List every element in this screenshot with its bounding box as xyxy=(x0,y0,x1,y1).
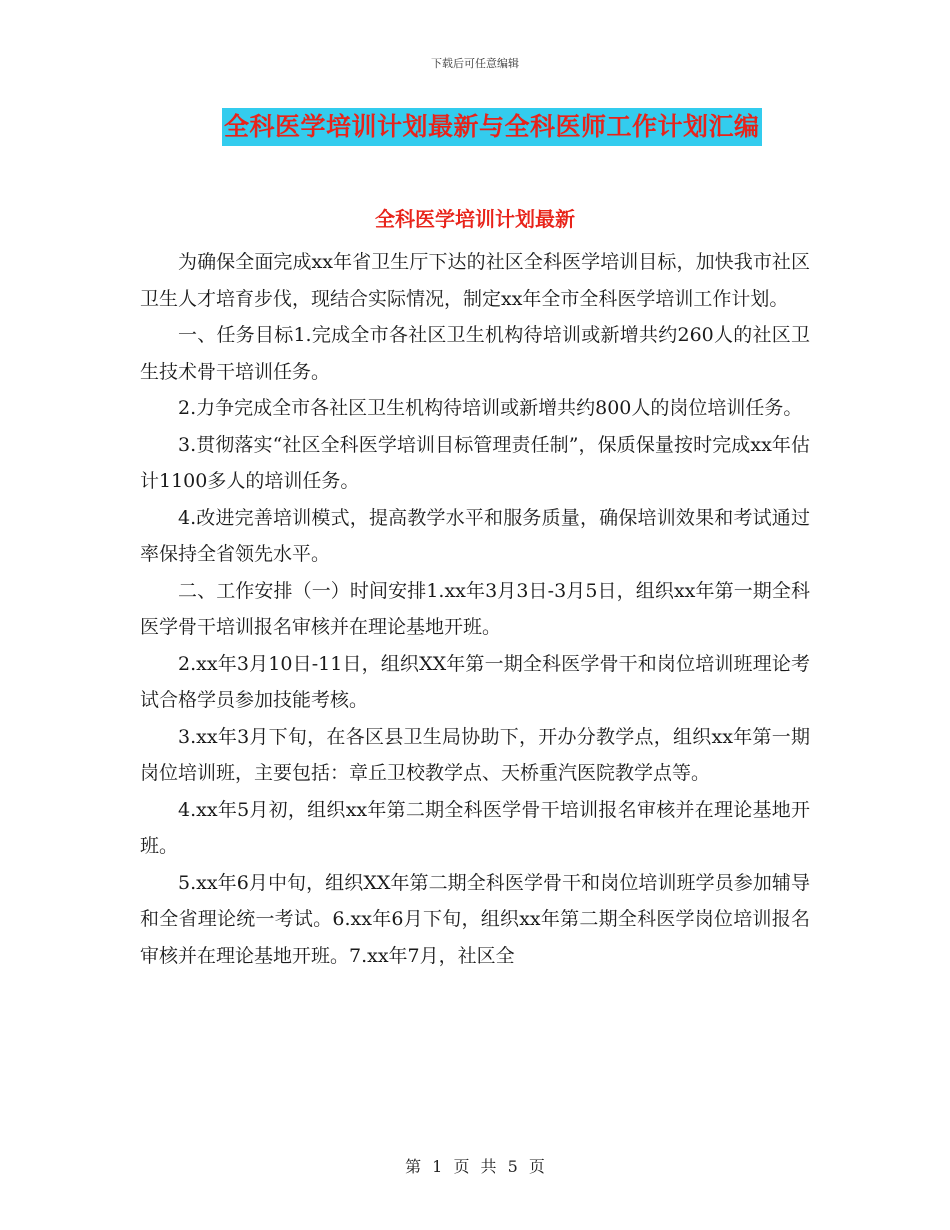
paragraph: 为确保全面完成xx年省卫生厅下达的社区全科医学培训目标，加快我市社区卫生人才培育步伐，现结合实际情况，制定xx年全市全科医学培训工作计划。 xyxy=(140,251,810,310)
page-number-footer: 第 1 页 共 5 页 xyxy=(405,1157,545,1176)
paragraph: 一、任务目标1.完成全市各社区卫生机构待培训或新增共约260人的社区卫生技术骨干培训任务。 xyxy=(140,324,810,383)
document-body xyxy=(140,244,810,974)
paragraph: 5.xx年6月中旬，组织XX年第二期全科医学骨干和岗位培训班学员参加辅导和全省理论统一考试。6.xx年6月下旬，组织xx年第二期全科医学岗位培训报名审核并在理论基地开班。7.xx年7月，社区全 xyxy=(140,871,810,967)
paragraph: 二、工作安排（一）时间安排1.xx年3月3日-3月5日，组织xx年第一期全科医学骨干培训报名审核并在理论基地开班。 xyxy=(140,579,810,638)
paragraph: 4.改进完善培训模式，提高教学水平和服务质量，确保培训效果和考试通过率保持全省领先水平。 xyxy=(140,506,810,565)
paragraph: 3.xx年3月下旬，在各区县卫生局协助下，开办分教学点，组织xx年第一期岗位培训班，主要包括：章丘卫校教学点、天桥重汽医院教学点等。 xyxy=(140,725,810,784)
paragraph: 2.xx年3月10日-11日，组织XX年第一期全科医学骨干和岗位培训班理论考试合格学员参加技能考核。 xyxy=(140,652,810,711)
section-title: 全科医学培训计划最新 xyxy=(375,207,575,231)
paragraph: 2.力争完成全市各社区卫生机构待培训或新增共约800人的岗位培训任务。 xyxy=(178,397,803,419)
page-header-note: 下载后可任意编辑 xyxy=(431,57,519,70)
paragraph: 4.xx年5月初，组织xx年第二期全科医学骨干培训报名审核并在理论基地开班。 xyxy=(140,798,810,857)
paragraph: 3.贯彻落实“社区全科医学培训目标管理责任制”，保质保量按时完成xx年估计1100多人的培训任务。 xyxy=(140,433,810,492)
document-title: 全科医学培训计划最新与全科医师工作计划汇编 xyxy=(222,108,762,146)
